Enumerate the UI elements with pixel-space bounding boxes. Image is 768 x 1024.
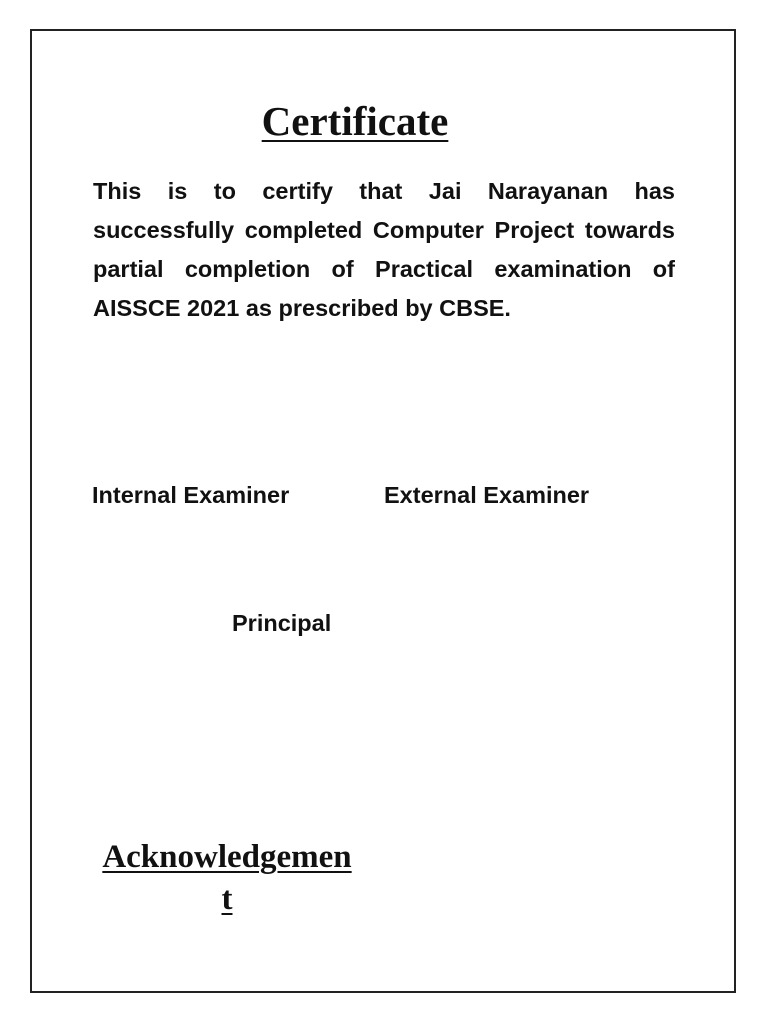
acknowledgement-heading: Acknowledgement — [102, 839, 352, 917]
internal-examiner-label: Internal Examiner — [92, 482, 290, 508]
certificate-title: Certificate — [261, 98, 449, 144]
external-examiner-label: External Examiner — [384, 482, 590, 508]
certificate-body: This is to certify that Jai Narayanan has successfully completed Computer Project towards partial completion of Practical examination of AISSCE 2021 as prescribed by CBSE. — [93, 178, 675, 321]
principal-label: Principal — [232, 610, 332, 636]
